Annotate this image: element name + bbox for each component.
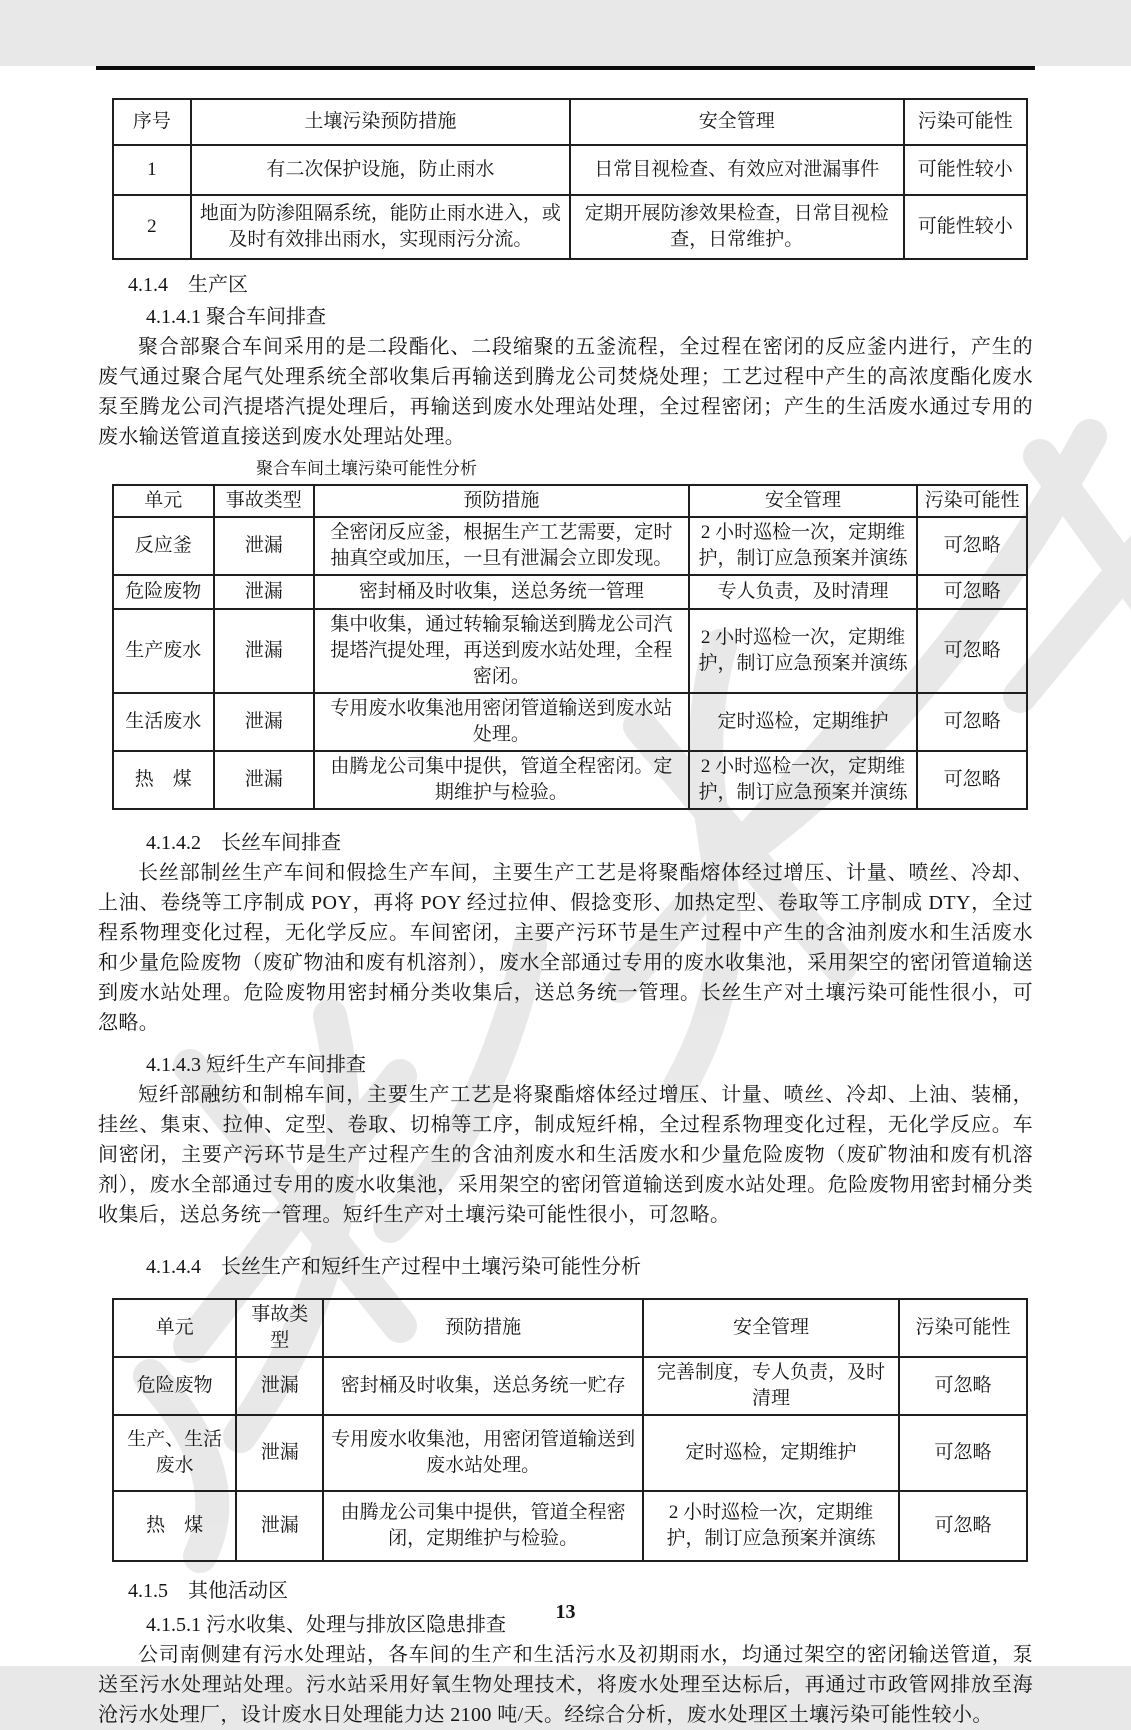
- table-cell: 泄漏: [236, 1357, 323, 1415]
- table-row: [113, 1357, 1027, 1415]
- col-header: 预防措施: [323, 1299, 643, 1357]
- table-cell: 2 小时巡检一次，定期维护，制订应急预案并演练: [689, 609, 918, 693]
- table-cell: 完善制度，专人负责，及时清理: [643, 1357, 899, 1415]
- table-cell: 1: [113, 145, 191, 195]
- col-header: 事故类型: [214, 485, 315, 517]
- table-cell: 2 小时巡检一次，定期维护，制订应急预案并演练: [689, 517, 918, 575]
- table-cell: 生活废水: [113, 693, 214, 751]
- table-cell: 可忽略: [917, 609, 1027, 693]
- table-cell: 可忽略: [917, 575, 1027, 609]
- table-row: [113, 609, 1027, 693]
- paragraph-4-1-4-2: 长丝部制丝生产车间和假捻生产车间，主要生产工艺是将聚酯熔体经过增压、计量、喷丝、冷却、上油、卷绕等工序制成 POY，再将 POY 经过拉伸、假捻变形、加热定型、卷取等工序制成 DTY，全过程系物理变化过程，无化学反应。车间密闭，主要产污环节是生产过程中产生的含油剂废水和生活废水和少量危险废物（废矿物油和废有机溶剂），废水全部通过专用的废水收集池，采用架空的密闭管道输送到废水站处理。危险废物用密封桶分类收集后，送总务统一管理。长丝生产对土壤污染可能性很小，可忽略。: [98, 862, 1033, 1034]
- paragraph-4-1-4-1: 聚合部聚合车间采用的是二段酯化、二段缩聚的五釜流程，全过程在密闭的反应釜内进行，产生的废气通过聚合尾气处理系统全部收集后再输送到腾龙公司焚烧处理；工艺过程中产生的高浓度酯化废水泵至腾龙公司汽提塔汽提处理后，再输送到废水处理站处理，全过程密闭；产生的生活废水通过专用的废水输送管道直接送到废水处理站处理。: [98, 336, 1033, 448]
- table-cell: 可忽略: [899, 1491, 1027, 1561]
- table-row: [113, 145, 1027, 195]
- table-cell: 可忽略: [899, 1357, 1027, 1415]
- col-header: 安全管理: [643, 1299, 899, 1357]
- col-header: 安全管理: [570, 99, 904, 145]
- table-cell: 密封桶及时收集，送总务统一管理: [314, 575, 689, 609]
- table-row: [113, 1491, 1027, 1561]
- section-heading-4-1-4: 4.1.4 生产区: [128, 274, 248, 296]
- section-heading-4-1-5-1: 4.1.5.1 污水收集、处理与排放区隐患排查: [146, 1614, 506, 1636]
- prevention-measures-table: [112, 98, 1028, 260]
- col-header: 预防措施: [314, 485, 689, 517]
- table-cell: 集中收集，通过转输泵输送到腾龙公司汽提塔汽提处理，再送到废水站处理，全程密闭。: [314, 609, 689, 693]
- col-header: 污染可能性: [904, 99, 1027, 145]
- table-cell: 泄漏: [214, 693, 315, 751]
- table-cell: 定期开展防渗效果检查，日常目视检查，日常维护。: [570, 195, 904, 259]
- table-cell: 可忽略: [917, 751, 1027, 809]
- col-header: 单元: [113, 1299, 236, 1357]
- table-cell: 危险废物: [113, 1357, 236, 1415]
- table-cell: 生产废水: [113, 609, 214, 693]
- section-heading-4-1-4-3: 4.1.4.3 短纤生产车间排查: [146, 1054, 366, 1076]
- table-cell: 由腾龙公司集中提供，管道全程密闭，定期维护与检验。: [323, 1491, 643, 1561]
- table-row: [113, 195, 1027, 259]
- table-cell: 可忽略: [917, 693, 1027, 751]
- paragraph-4-1-4-3: 短纤部融纺和制棉车间，主要生产工艺是将聚酯熔体经过增压、计量、喷丝、冷却、上油、装桶，挂丝、集束、拉伸、定型、卷取、切棉等工序，制成短纤棉，全过程系物理变化过程，无化学反应。车间密闭，主要产污环节是生产过程产生的含油剂废水和生活废水和少量危险废物（废矿物油和废有机溶剂），废水全部通过专用的废水收集池，采用架空的密闭管道输送到废水站处理。危险废物用密封桶分类收集后，送总务统一管理。短纤生产对土壤污染可能性很小，可忽略。: [98, 1084, 1033, 1226]
- table-cell: 2: [113, 195, 191, 259]
- table-cell: 全密闭反应釜，根据生产工艺需要，定时抽真空或加压，一旦有泄漏会立即发现。: [314, 517, 689, 575]
- table-cell: 由腾龙公司集中提供，管道全程密闭。定期维护与检验。: [314, 751, 689, 809]
- table-cell: 2 小时巡检一次，定期维护，制订应急预案并演练: [689, 751, 918, 809]
- col-header: 安全管理: [689, 485, 918, 517]
- section-heading-4-1-4-4: 4.1.4.4 长丝生产和短纤生产过程中土壤污染可能性分析: [146, 1256, 641, 1278]
- col-header: 土壤污染预防措施: [191, 99, 570, 145]
- table-cell: 泄漏: [214, 609, 315, 693]
- page-number: 13: [555, 1601, 576, 1623]
- table-cell: 地面为防渗阻隔系统，能防止雨水进入，或及时有效排出雨水，实现雨污分流。: [191, 195, 570, 259]
- table-row: [113, 693, 1027, 751]
- table-cell: 生产、生活废水: [113, 1415, 236, 1491]
- table-row: [113, 575, 1027, 609]
- section-heading-4-1-4-1: 4.1.4.1 聚合车间排查: [146, 306, 326, 328]
- table-cell: 专用废水收集池，用密闭管道输送到废水站处理。: [323, 1415, 643, 1491]
- table-cell: 泄漏: [214, 517, 315, 575]
- table-cell: 可忽略: [899, 1415, 1027, 1491]
- table-header-row: [113, 1299, 1027, 1357]
- table-cell: 定时巡检，定期维护: [643, 1415, 899, 1491]
- table-header-row: [113, 99, 1027, 145]
- table-cell: 可能性较小: [904, 145, 1027, 195]
- table-cell: 日常目视检查、有效应对泄漏事件: [570, 145, 904, 195]
- table-cell: 反应釜: [113, 517, 214, 575]
- col-header: 事故类型: [236, 1299, 323, 1357]
- table-cell: 有二次保护设施，防止雨水: [191, 145, 570, 195]
- col-header: 污染可能性: [917, 485, 1027, 517]
- table-cell: 热 煤: [113, 751, 214, 809]
- document-page: [0, 66, 1131, 1726]
- table-cell: 泄漏: [236, 1491, 323, 1561]
- table-cell: 定时巡检，定期维护: [689, 693, 918, 751]
- page-content: [98, 98, 1033, 1730]
- filament-staple-analysis-table: [112, 1298, 1028, 1562]
- table-cell: 危险废物: [113, 575, 214, 609]
- table-cell: 可忽略: [917, 517, 1027, 575]
- table-cell: 专用废水收集池用密闭管道输送到废水站处理。: [314, 693, 689, 751]
- table-cell: 热 煤: [113, 1491, 236, 1561]
- table-caption: 聚合车间土壤污染可能性分析: [256, 459, 477, 478]
- table-row: [113, 1415, 1027, 1491]
- table-cell: 可能性较小: [904, 195, 1027, 259]
- section-heading-4-1-4-2: 4.1.4.2 长丝车间排查: [146, 832, 341, 854]
- table-row: [113, 517, 1027, 575]
- table-row: [113, 751, 1027, 809]
- header-rule: [96, 66, 1035, 70]
- table-cell: 专人负责，及时清理: [689, 575, 918, 609]
- section-heading-4-1-5: 4.1.5 其他活动区: [128, 1580, 288, 1602]
- table-cell: 泄漏: [214, 575, 315, 609]
- paragraph-4-1-5-1: 公司南侧建有污水处理站，各车间的生产和生活污水及初期雨水，均通过架空的密闭输送管道，泵送至污水处理站处理。污水站采用好氧生物处理技术，将废水处理至达标后，再通过市政管网排放至海沧污水处理厂，设计废水日处理能力达 2100 吨/天。经综合分析，废水处理区土壤污染可能性较小。: [98, 1644, 1033, 1726]
- table-cell: 泄漏: [214, 751, 315, 809]
- col-header: 序号: [113, 99, 191, 145]
- table-cell: 泄漏: [236, 1415, 323, 1491]
- polymerization-analysis-table: [112, 484, 1028, 810]
- col-header: 单元: [113, 485, 214, 517]
- col-header: 污染可能性: [899, 1299, 1027, 1357]
- table-header-row: [113, 485, 1027, 517]
- table-cell: 密封桶及时收集，送总务统一贮存: [323, 1357, 643, 1415]
- table-cell: 2 小时巡检一次，定期维护，制订应急预案并演练: [643, 1491, 899, 1561]
